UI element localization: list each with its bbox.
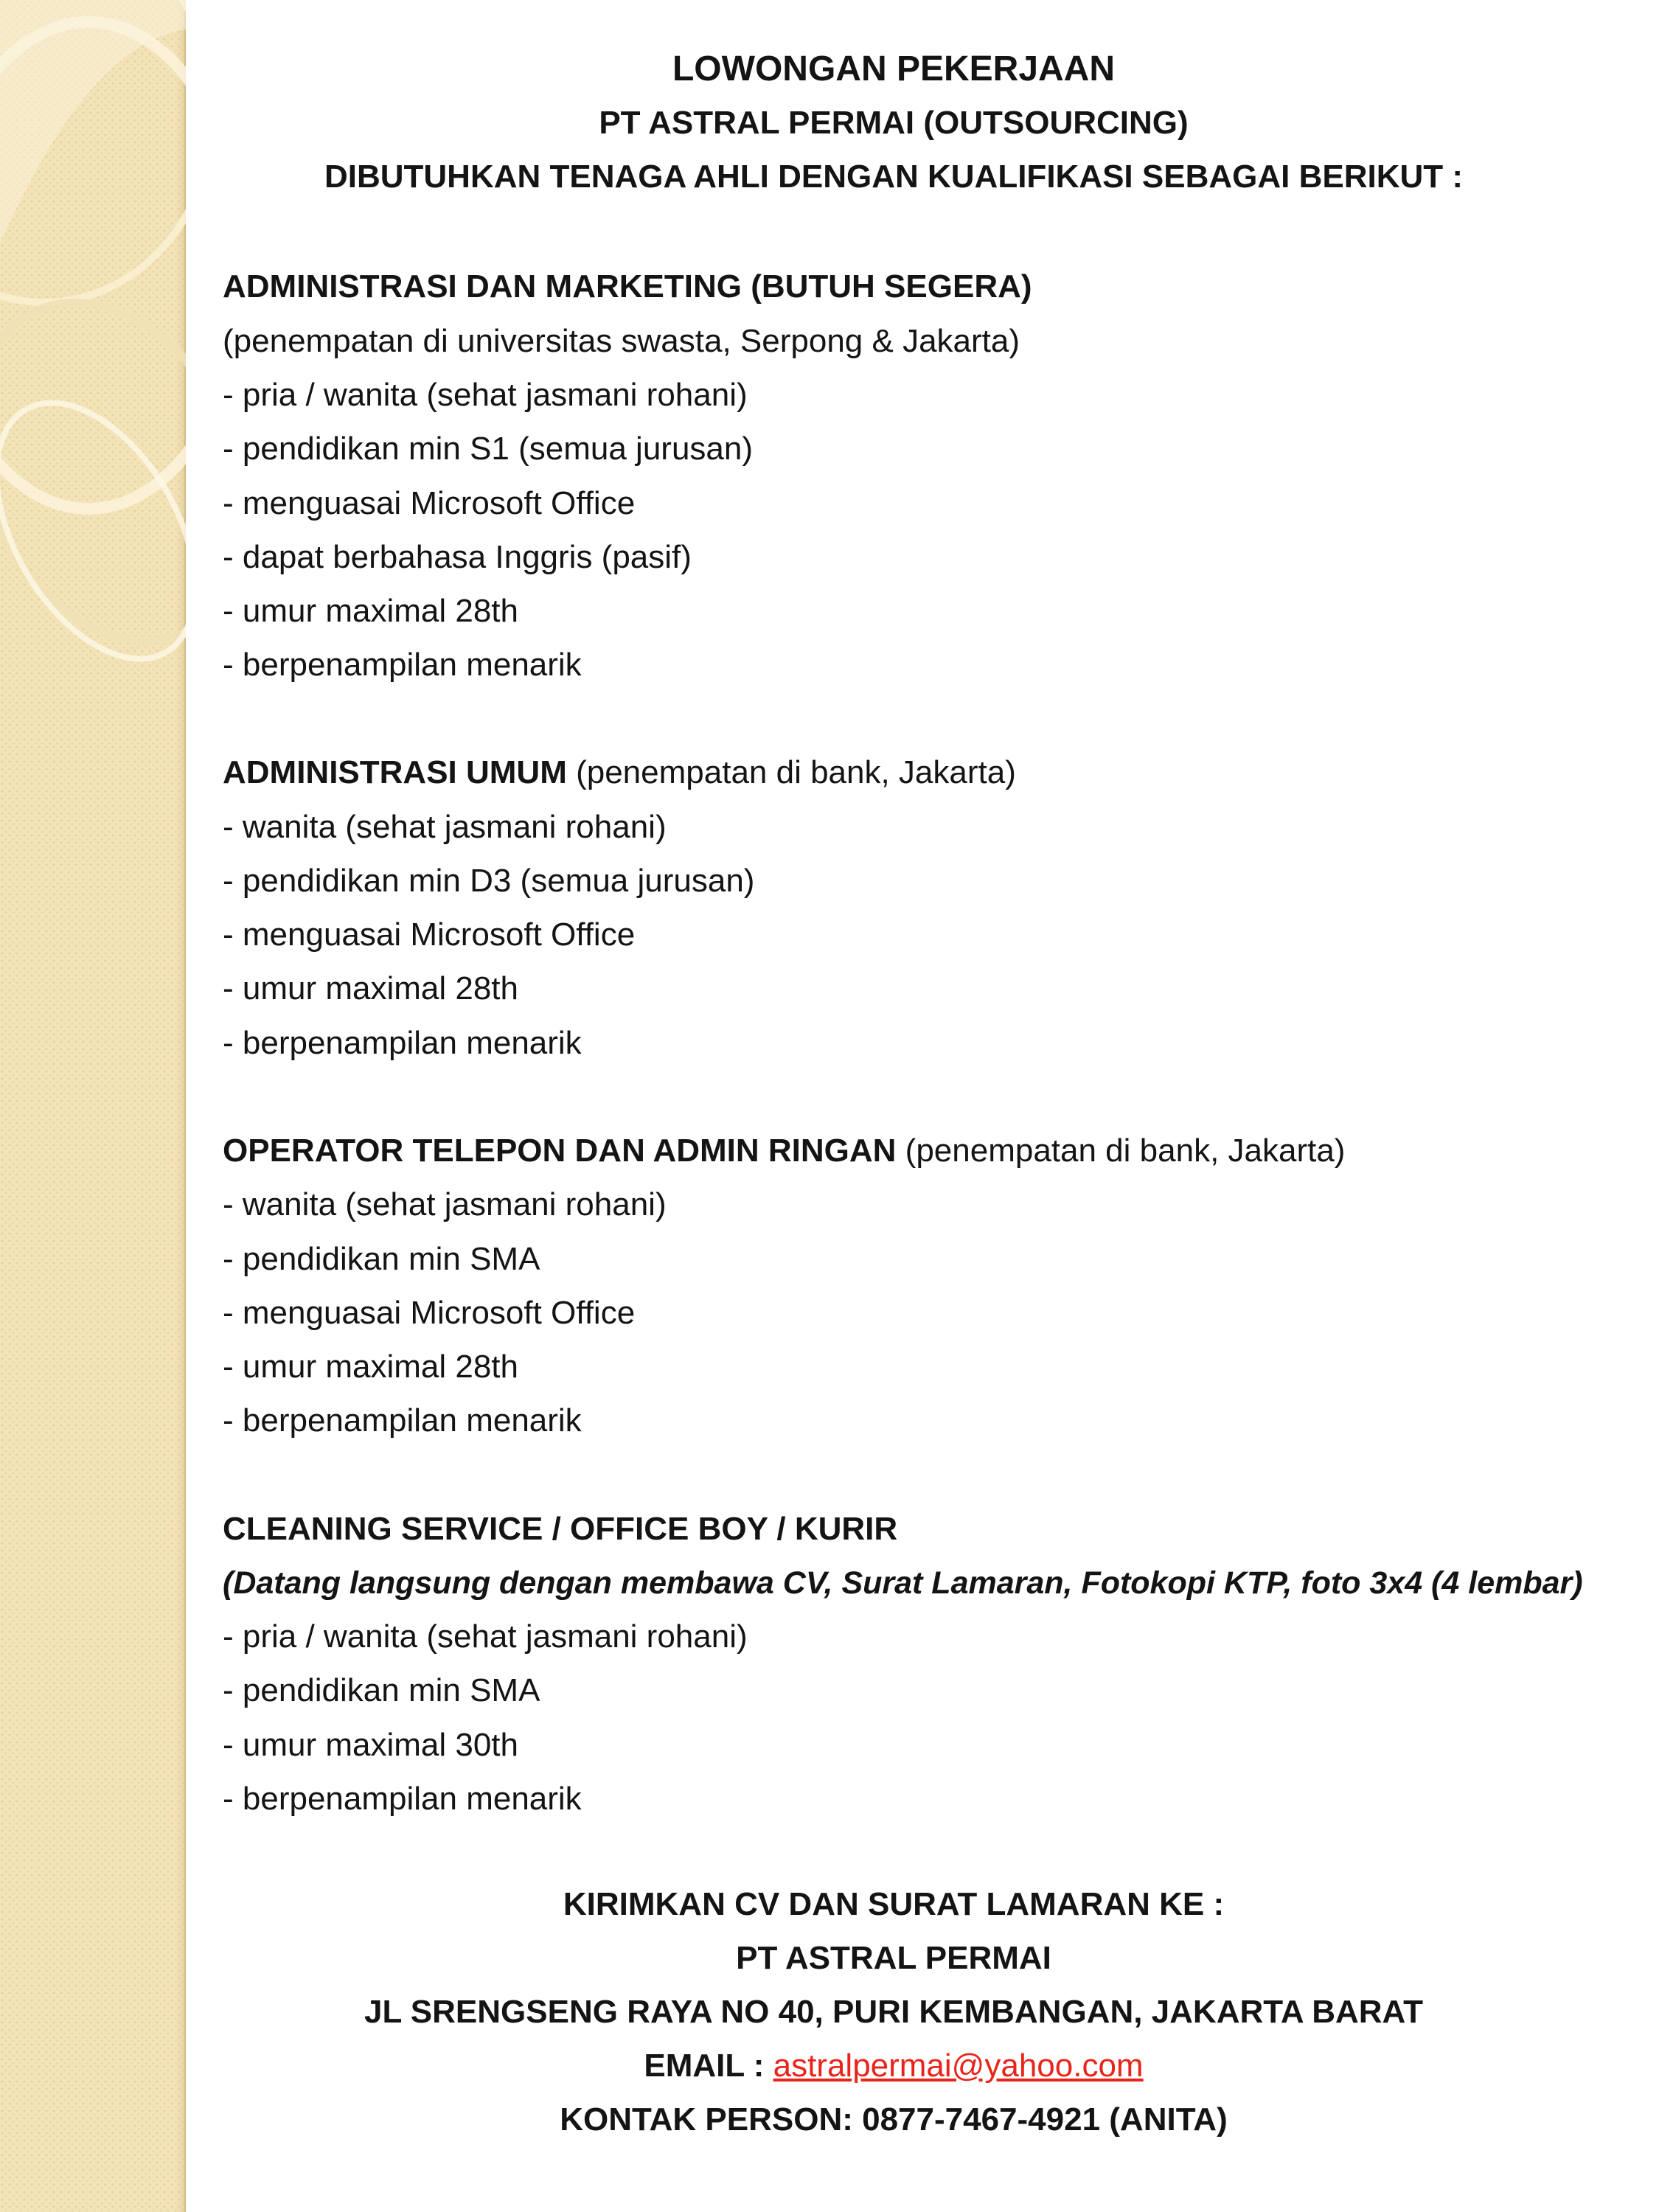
section-title: OPERATOR TELEPON DAN ADMIN RINGAN: [223, 1133, 897, 1169]
intro-text: DIBUTUHKAN TENAGA AHLI DENGAN KUALIFIKASI SEBAGAI BERIKUT :: [324, 159, 1464, 195]
requirement-item: - pendidikan min SMA: [223, 1672, 540, 1708]
requirement-item: - menguasai Microsoft Office: [223, 1295, 636, 1331]
company-subtitle: PT ASTRAL PERMAI (OUTSOURCING): [599, 105, 1189, 141]
section-title: CLEANING SERVICE / OFFICE BOY / KURIR: [223, 1511, 898, 1547]
requirement-item: - berpenampilan menarik: [223, 1781, 582, 1817]
requirement-item: - menguasai Microsoft Office: [223, 917, 636, 953]
requirement-item: - menguasai Microsoft Office: [223, 485, 636, 521]
requirement-item: - pendidikan min S1 (semua jurusan): [223, 431, 754, 467]
email-label: EMAIL :: [644, 2048, 773, 2084]
requirement-item: - umur maximal 28th: [223, 970, 519, 1006]
requirement-item: - berpenampilan menarik: [223, 1025, 582, 1061]
section-title: ADMINISTRASI DAN MARKETING (BUTUH SEGERA): [223, 268, 1032, 305]
requirement-item: - berpenampilan menarik: [223, 1402, 582, 1439]
requirement-item: - pria / wanita (sehat jasmani rohani): [223, 1618, 748, 1655]
job-posting: [223, 0, 1631, 2212]
contact-email-row: [223, 2045, 1565, 2087]
page-title: LOWONGAN PEKERJAAN: [672, 49, 1116, 88]
send-to-label: KIRIMKAN CV DAN SURAT LAMARAN KE :: [563, 1886, 1225, 1922]
section-note: (penempatan di bank, Jakarta): [566, 754, 1016, 790]
requirement-item: - umur maximal 28th: [223, 1349, 519, 1385]
section-title: ADMINISTRASI UMUM: [223, 754, 567, 790]
requirement-item: - umur maximal 28th: [223, 593, 519, 629]
section-note: (Datang langsung dengan membawa CV, Surat Lamaran, Fotokopi KTP, foto 3x4 (4 lembar): [223, 1565, 1583, 1601]
contact-company: PT ASTRAL PERMAI: [736, 1940, 1051, 1976]
requirement-item: - wanita (sehat jasmani rohani): [223, 809, 667, 845]
decorative-left-border: [0, 0, 186, 2212]
requirement-item: - wanita (sehat jasmani rohani): [223, 1186, 667, 1222]
requirement-item: - pria / wanita (sehat jasmani rohani): [223, 377, 748, 413]
requirement-item: - dapat berbahasa Inggris (pasif): [223, 539, 692, 575]
section-heading-row: [223, 752, 1016, 793]
requirement-item: - berpenampilan menarik: [223, 647, 582, 683]
section-heading-row: [223, 1130, 1345, 1172]
contact-address: JL SRENGSENG RAYA NO 40, PURI KEMBANGAN, JAKARTA BARAT: [364, 1994, 1423, 2030]
requirement-item: - pendidikan min D3 (semua jurusan): [223, 863, 755, 899]
section-note: (penempatan di universitas swasta, Serpong & Jakarta): [223, 323, 1020, 359]
requirement-item: - umur maximal 30th: [223, 1727, 519, 1763]
section-note: (penempatan di bank, Jakarta): [896, 1133, 1346, 1169]
email-link[interactable]: astralpermai@yahoo.com: [773, 2048, 1144, 2084]
contact-phone: KONTAK PERSON: 0877-7467-4921 (ANITA): [560, 2101, 1228, 2138]
requirement-item: - pendidikan min SMA: [223, 1241, 540, 1277]
